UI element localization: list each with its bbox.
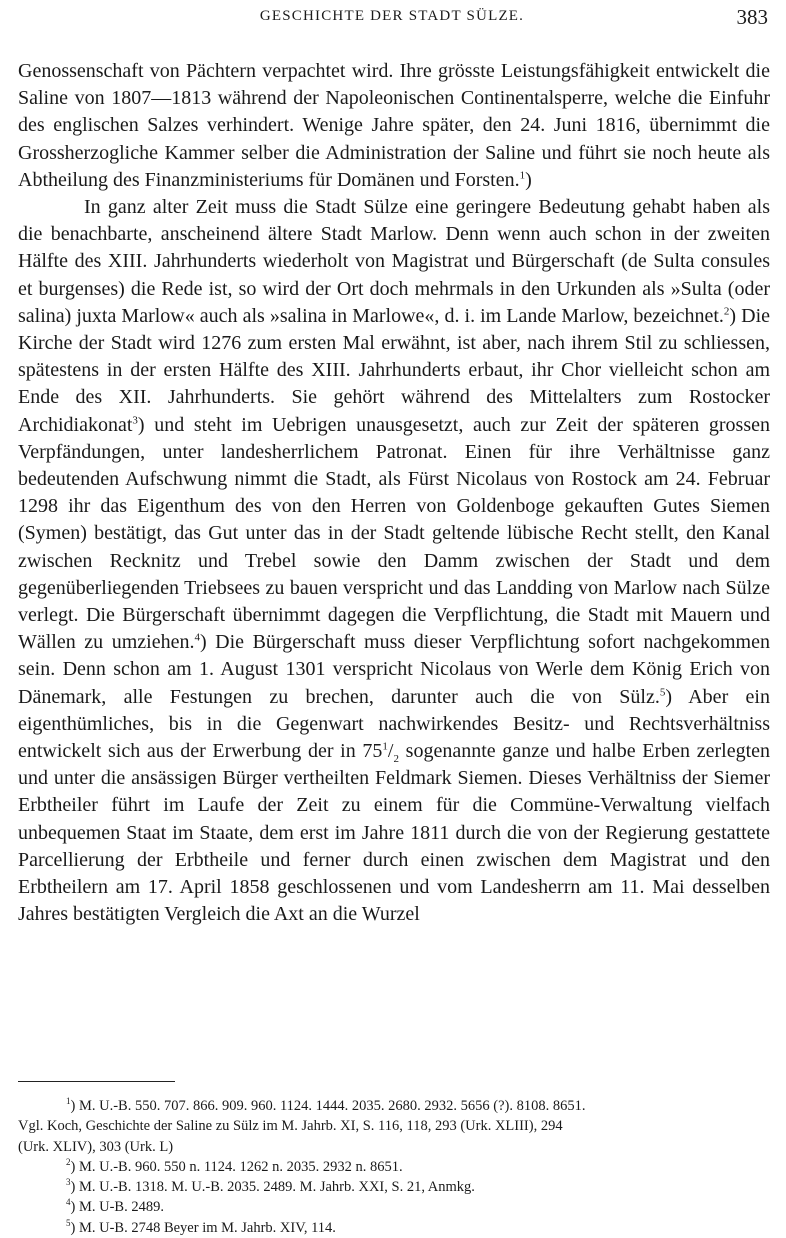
footnote-marker: 1 xyxy=(519,169,526,182)
footnote-number: 5 xyxy=(66,1217,71,1228)
body-text xyxy=(18,58,770,929)
footnote-line xyxy=(18,1116,770,1136)
footnote-line xyxy=(18,1157,770,1177)
footnote-text: ) M. U.-B. 960. 550 n. 1124. 1262 n. 2035. 2932 n. 8651. xyxy=(70,1158,403,1175)
footnote-text: ) M. U.-B. 1318. M. U.-B. 2035. 2489. M. Jahrb. XXI, S. 21, Anmkg. xyxy=(70,1179,475,1196)
paragraph-text: ) xyxy=(525,168,532,191)
paragraph-text: / xyxy=(387,740,394,763)
footnote-text: ) M. U.-B. 550. 707. 866. 909. 960. 1124. 1444. 2035. 2680. 2932. 5656 (?). 8108. 8651. xyxy=(70,1098,586,1114)
footnote-marker: 4 xyxy=(194,631,200,644)
paragraph-text: ) und steht im Uebrigen unausgesetzt, auch zur Zeit der späteren grossen Verpfändungen, unter landesherrlichem Patronat. Einen für ihre Verhältnisse ganz bedeutenden Aufschwung nimmt die Stadt, als Fürst Nicolaus von Rostock am 24. Februar 1298 ihr das Eigenthum des von den Herren von Goldenboge gekauften Gutes Siemen (Symen) bestätigt, das Gut unter das in der Stadt geltende lübische Recht stellt, den Kanal zwischen Recknitz und Trebel sowie den Damm zwischen der Stadt und dem gegenüberliegenden Triebsees zu bauen verspricht und das Landding von Marlow nach Sülze verlegt. Die Bürgerschaft übernimmt dagegen die Verpflichtung, die Stadt mit Mauern und Wällen zu umziehen. xyxy=(18,413,770,654)
paragraph-text: In ganz alter Zeit muss die Stadt Sülze eine geringere Bedeutung gehabt haben als die benachbarte, anscheinend ältere Stadt Marlow. Denn wenn auch schon in der zweiten Hälfte des XIII. Jahrhunderts wiederholt von Magistrat und Bürgerschaft (de Sulta consules et burgenses) die Rede ist, so wird der Ort doch mehrmals in den Urkunden als »Sulta (oder salina) juxta Marlow« auch als »salina in Marlowe«, d. i. im Lande Marlow, bezeichnet. xyxy=(18,196,770,327)
paragraph-text: sogenannte ganze und halbe Erben zerlegten und unter die ansässigen Bürger vertheilten Feldmark Siemen. Dieses Verhältniss der Siemer Erbtheiler führt im Laufe der Zeit zu einem für die Commüne-Verwaltung vielfach unbequemen Staat im Staate, dem erst im Jahre 1811 durch die von der Regierung gestattete Parcellierung der Erbtheile und ferner durch einen zwischen dem Magistrat und den Erbtheilern am 17. April 1858 geschlossenen und vom Landesherrn am 11. Mai desselben Jahres bestätigten Vergleich die Axt an die Wurzel xyxy=(18,740,770,926)
paragraph-text: ) Die Kirche der Stadt wird 1276 zum ersten Mal erwähnt, ist aber, nach ihrem Stil zu schliessen, spätestens in der ersten Hälfte des XIII. Jahrhunderts erbaut, ihr Chor vielleicht schon am Ende des XII. Jahrhunderts. Sie gehört während des Mittelalters zum Rostocker Archidiakonat xyxy=(18,304,771,436)
page-number: 383 xyxy=(736,5,768,29)
paragraph-text: ) Die Bürgerschaft muss dieser Verpflichtung sofort nachgekommen sein. Denn schon am 1. August 1301 verspricht Nicolaus von Werle dem König Erich von Dänemark, alle Festungen zu brechen, darunter auch die von Sülz. xyxy=(18,631,770,708)
paragraph-text: ) Aber ein eigenthümliches, bis in die Gegenwart nachwirkendes Besitz- und Rechtsverhältniss entwickelt sich aus der Erwerbung der in 75 xyxy=(18,685,770,763)
footnote-line xyxy=(18,1197,770,1217)
footnote-number: 1 xyxy=(66,1096,71,1107)
running-header xyxy=(16,5,768,36)
footnote-line xyxy=(18,1218,770,1238)
footnote-number: 3 xyxy=(66,1177,71,1188)
footnote-number: 4 xyxy=(66,1197,71,1208)
footnote-text: ) M. U-B. 2489. xyxy=(70,1199,164,1216)
footnote-line xyxy=(18,1137,770,1157)
footnote-marker: 2 xyxy=(723,305,730,318)
footnote-divider xyxy=(18,1081,175,1082)
footnote-text: (Urk. XLIV), 303 (Urk. L) xyxy=(18,1138,174,1155)
paragraph xyxy=(18,58,770,194)
footnote-marker: 1 xyxy=(382,740,388,753)
footnote-text: ) M. U-B. 2748 Beyer im M. Jahrb. XIV, 114. xyxy=(70,1219,336,1236)
fraction-denominator: 2 xyxy=(393,753,399,766)
paragraph-text: Genossenschaft von Pächtern verpachtet wird. Ihre grösste Leistungsfähigkeit entwickelt die Saline von 1807—1813 während der Napoleonischen Continentalsperre, welche die Einfuhr des englischen Salzes verhindert. Wenige Jahre später, den 24. Juni 1816, übernimmt die Grossherzogliche Kammer selber die Administration der Saline und führt sie noch heute als Abtheilung des Finanzministeriums für Domänen und Forsten. xyxy=(18,60,770,191)
footnote-marker: 5 xyxy=(659,686,666,699)
paragraph xyxy=(18,194,770,928)
footnote-text: Vgl. Koch, Geschichte der Saline zu Sülz im M. Jahrb. XI, S. 116, 118, 293 (Urk. XLIII), 294 xyxy=(18,1118,563,1135)
footnotes xyxy=(18,1096,770,1238)
footnote-number: 2 xyxy=(66,1157,71,1168)
footnote-marker: 3 xyxy=(132,413,138,426)
footnote-line xyxy=(18,1096,770,1116)
footnote-line xyxy=(18,1177,770,1197)
running-title: GESCHICHTE DER STADT SÜLZE. xyxy=(259,8,525,24)
